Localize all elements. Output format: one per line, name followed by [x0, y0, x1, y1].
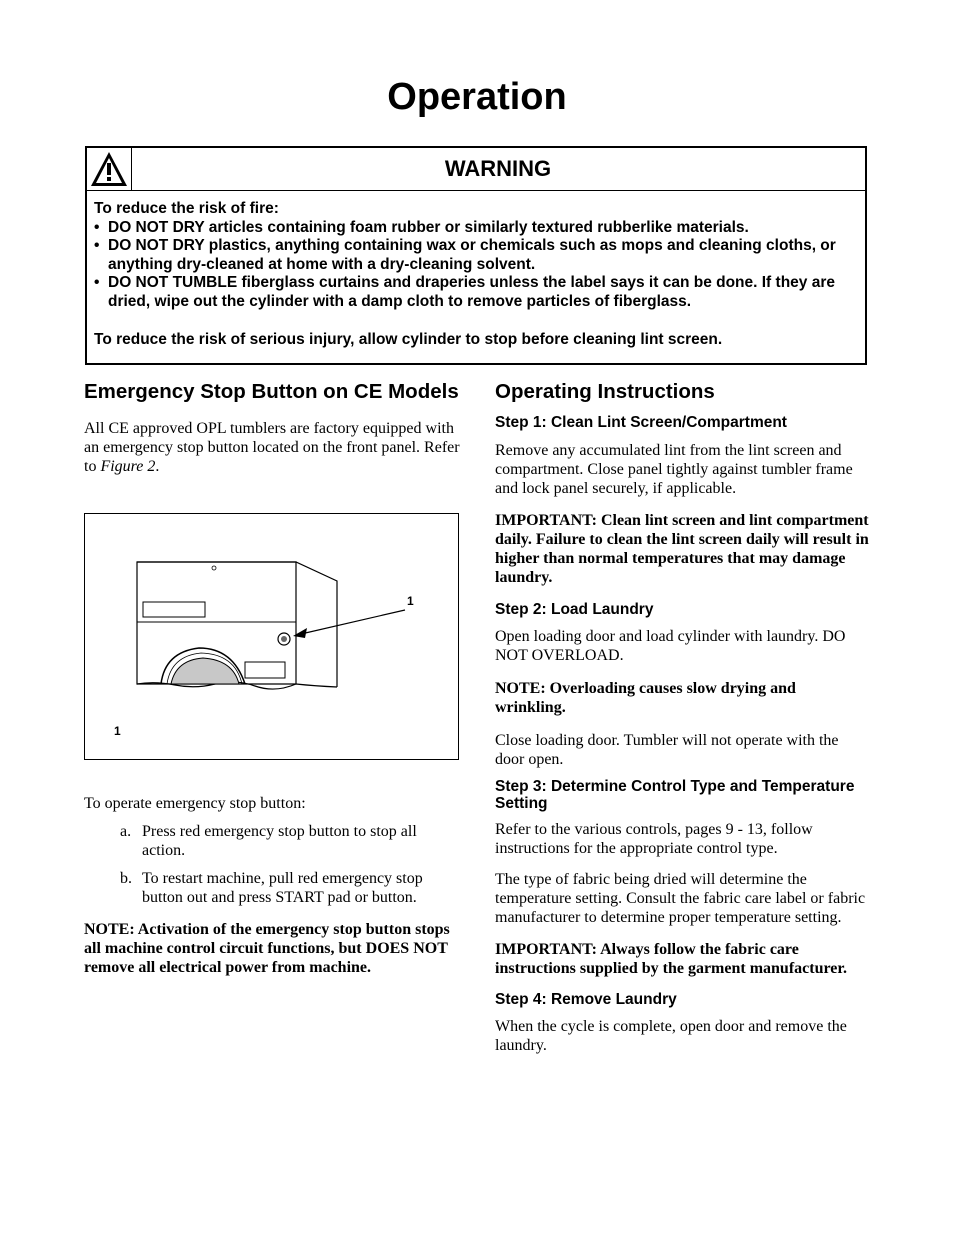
left-column	[84, 380, 460, 476]
operate-step	[84, 822, 460, 860]
emergency-intro-end: .	[155, 458, 160, 475]
operate-intro: To operate emergency stop button:	[84, 795, 306, 812]
warning-list	[94, 219, 854, 312]
step4-title: Step 4: Remove Laundry	[495, 991, 677, 1008]
step-text: To restart machine, pull red emergency stop button out and press START pad or button.	[142, 870, 423, 906]
step3-text: Refer to the various controls, pages 9 - 13, follow instructions for the appropriate control type.	[495, 821, 813, 857]
step3-text2: The type of fabric being dried will determine the temperature setting. Consult the fabric care label or fabric manufacturer to determine proper temperature setting.	[495, 871, 866, 926]
figure-2	[84, 513, 459, 760]
step-mark: a.	[120, 823, 132, 840]
step3-important: IMPORTANT: Always follow the fabric care instructions supplied by the garment manufacturer.	[495, 941, 848, 977]
warning-heading: WARNING	[444, 156, 552, 181]
step1-important: IMPORTANT: Clean lint screen and lint compartment daily. Failure to clean the lint screen daily will result in higher than normal temperatures that may damage laundry.	[495, 512, 869, 586]
warning-final: To reduce the risk of serious injury, allow cylinder to stop before cleaning lint screen.	[94, 330, 723, 348]
step2-text2: Close loading door. Tumbler will not operate with the door open.	[495, 732, 839, 768]
warning-bullet: • DO NOT DRY plastics, anything containing wax or chemicals such as mops and cleaning cloths, or anything dry-cleaned at home with a dry-cleaning solvent.	[94, 237, 854, 274]
warning-header	[87, 148, 865, 191]
right-column	[495, 380, 870, 1055]
operating-heading: Operating Instructions	[495, 380, 715, 403]
warning-triangle-icon	[90, 151, 128, 187]
emergency-intro-text: All CE approved OPL tumblers are factory equipped with an emergency stop button located on the front panel. Refer to	[84, 420, 460, 475]
emergency-heading: Emergency Stop Button on CE Models	[84, 380, 459, 403]
step2-text: Open loading door and load cylinder with laundry. DO NOT OVERLOAD.	[495, 628, 846, 664]
warning-body	[94, 200, 854, 349]
warning-bullet: • DO NOT TUMBLE fiberglass curtains and draperies unless the label says it can be done. If they are dried, wipe out the cylinder with a damp cloth to remove particles of fiberglass.	[94, 274, 854, 311]
figure-reference: Figure 2	[100, 458, 156, 475]
step1-title: Step 1: Clean Lint Screen/Compartment	[495, 414, 787, 431]
emergency-note: NOTE: Activation of the emergency stop button stops all machine control circuit functions, but DOES NOT remove all electrical power from machine.	[84, 921, 450, 976]
operate-step	[84, 869, 460, 907]
page-title: Operation	[387, 76, 567, 118]
operate-section	[84, 794, 460, 977]
step-text: Press red emergency stop button to stop all action.	[142, 823, 417, 859]
warning-icon-cell	[87, 148, 132, 190]
emergency-intro	[84, 419, 460, 476]
step-mark: b.	[120, 870, 132, 887]
warning-bullet: • DO NOT DRY articles containing foam rubber or similarly textured rubberlike materials.	[94, 219, 854, 238]
warning-box	[85, 146, 867, 365]
callout-label-key: 1	[114, 724, 121, 738]
step1-text: Remove any accumulated lint from the lint screen and compartment. Close panel tightly against tumbler frame and lock panel securely, if applicable.	[495, 442, 853, 497]
tumbler-illustration	[85, 514, 458, 759]
warning-intro: To reduce the risk of fire:	[94, 200, 279, 217]
step2-note: NOTE: Overloading causes slow drying and wrinkling.	[495, 680, 796, 716]
step4-text: When the cycle is complete, open door and remove the laundry.	[495, 1018, 847, 1054]
step3-title: Step 3: Determine Control Type and Temperature Setting	[495, 778, 855, 812]
step2-title: Step 2: Load Laundry	[495, 601, 654, 618]
callout-label-arrow: 1	[407, 594, 414, 608]
operate-steps	[84, 822, 460, 907]
